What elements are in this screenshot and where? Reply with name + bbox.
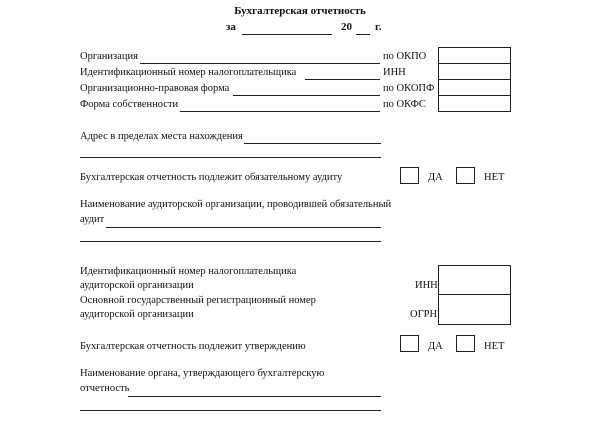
auditor-name-field[interactable] [106, 227, 381, 228]
okfs-cell[interactable] [439, 96, 510, 111]
auditor-inn-cell[interactable] [439, 266, 510, 293]
ownership-form-label: Форма собственности [80, 99, 179, 110]
taxpayer-id-label: Идентификационный номер налогоплательщика [80, 67, 297, 78]
approving-body-label-line2: отчетность [80, 383, 130, 394]
approval-yes-checkbox[interactable] [400, 335, 419, 352]
address-field-line2[interactable] [80, 157, 381, 158]
audit-required-label: Бухгалтерская отчетность подлежит обязательному аудиту [80, 172, 343, 183]
okpo-label: по ОКПО [383, 51, 427, 62]
approving-body-field-line2[interactable] [80, 410, 381, 411]
year-field[interactable] [356, 34, 370, 35]
inn-label: ИНН [383, 67, 406, 78]
approving-body-field[interactable] [128, 396, 381, 397]
period-field[interactable] [242, 34, 332, 35]
auditor-inn-label-line2: аудиторской организации [80, 280, 194, 291]
okopf-cell[interactable] [439, 80, 510, 95]
legal-form-field[interactable] [233, 95, 380, 96]
year-prefix: 20 [341, 21, 352, 33]
auditor-ogrn-code: ОГРН [410, 309, 438, 320]
auditor-ogrn-label: Основной государственный регистрационный номер [80, 295, 316, 306]
auditor-name-label: Наименование аудиторской организации, проводившей обязательный [80, 199, 392, 210]
audit-yes-label: ДА [428, 172, 443, 183]
auditor-ogrn-label-line2: аудиторской организации [80, 309, 194, 320]
approving-body-label: Наименование органа, утверждающего бухгалтерскую [80, 368, 325, 379]
auditor-name-field-line2[interactable] [80, 241, 381, 242]
ownership-form-field[interactable] [180, 111, 380, 112]
organization-label: Организация [80, 51, 138, 62]
audit-yes-checkbox[interactable] [400, 167, 419, 184]
period-prefix: за [226, 21, 236, 33]
auditor-name-label-line2: аудит [80, 214, 105, 225]
approval-yes-label: ДА [428, 341, 443, 352]
year-suffix: г. [375, 21, 382, 33]
okpo-cell[interactable] [439, 48, 510, 63]
audit-no-checkbox[interactable] [456, 167, 475, 184]
taxpayer-id-field[interactable] [305, 79, 380, 80]
approval-no-checkbox[interactable] [456, 335, 475, 352]
auditor-inn-label: Идентификационный номер налогоплательщика [80, 266, 297, 277]
legal-form-label: Организационно-правовая форма [80, 83, 230, 94]
address-label: Адрес в пределах места нахождения [80, 131, 243, 142]
auditor-inn-code: ИНН [415, 280, 438, 291]
organization-field[interactable] [140, 63, 380, 64]
inn-cell[interactable] [439, 64, 510, 79]
auditor-ogrn-cell[interactable] [439, 295, 510, 324]
okfs-label: по ОКФС [383, 99, 426, 110]
page-title: Бухгалтерская отчетность [234, 5, 366, 17]
audit-no-label: НЕТ [484, 172, 505, 183]
approval-no-label: НЕТ [484, 341, 505, 352]
approval-required-label: Бухгалтерская отчетность подлежит утверждению [80, 341, 306, 352]
address-field[interactable] [244, 143, 381, 144]
okopf-label: по ОКОПФ [383, 83, 435, 94]
